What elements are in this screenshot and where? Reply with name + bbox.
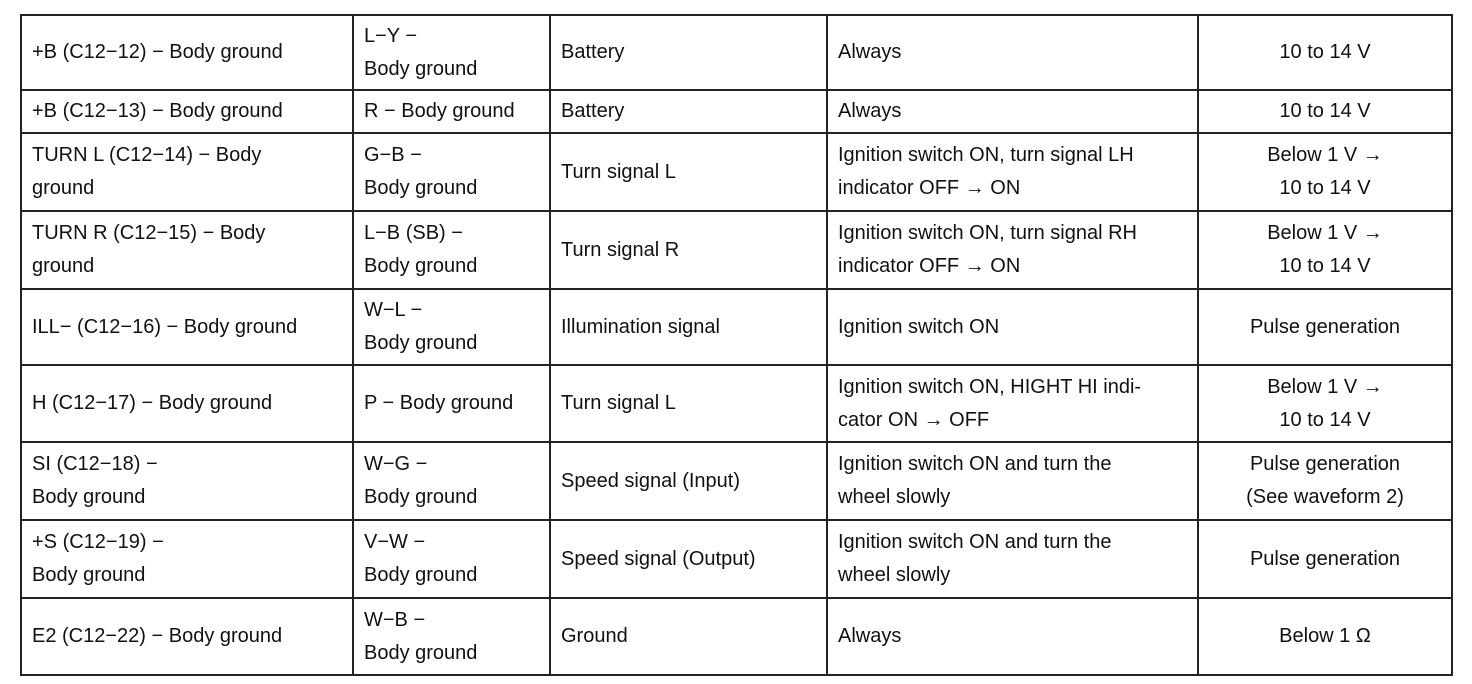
condition-cell: Always: [827, 598, 1198, 675]
specified-condition-cell: Pulse generation (See waveform 2): [1198, 442, 1452, 520]
description-cell: Speed signal (Input): [550, 442, 827, 520]
terminal-cell: +B (C12−13) − Body ground: [21, 90, 353, 133]
table-row: [21, 598, 1452, 675]
specified-condition-cell: Below 1 V → 10 to 14 V: [1198, 133, 1452, 211]
description-cell: Ground: [550, 598, 827, 675]
description-cell: Battery: [550, 90, 827, 133]
condition-cell: Ignition switch ON and turn the wheel slowly: [827, 520, 1198, 598]
wiring-color-cell: V−W − Body ground: [353, 520, 550, 598]
table-row: [21, 133, 1452, 211]
specified-condition-cell: 10 to 14 V: [1198, 15, 1452, 90]
terminal-cell: H (C12−17) − Body ground: [21, 365, 353, 442]
terminal-cell: ILL− (C12−16) − Body ground: [21, 289, 353, 365]
table-row: [21, 289, 1452, 365]
condition-cell: Ignition switch ON and turn the wheel slowly: [827, 442, 1198, 520]
table-row: [21, 442, 1452, 520]
specified-condition-cell: Pulse generation: [1198, 289, 1452, 365]
table-row: [21, 365, 1452, 442]
condition-cell: Ignition switch ON, HIGHT HI indi- cator ON → OFF: [827, 365, 1198, 442]
description-cell: Turn signal R: [550, 211, 827, 289]
description-cell: Turn signal L: [550, 365, 827, 442]
table-row: [21, 15, 1452, 90]
condition-cell: Ignition switch ON, turn signal RH indicator OFF → ON: [827, 211, 1198, 289]
description-cell: Illumination signal: [550, 289, 827, 365]
specified-condition-cell: 10 to 14 V: [1198, 90, 1452, 133]
wiring-color-cell: W−L − Body ground: [353, 289, 550, 365]
specified-condition-cell: Below 1 Ω: [1198, 598, 1452, 675]
condition-cell: Always: [827, 15, 1198, 90]
wiring-color-cell: G−B − Body ground: [353, 133, 550, 211]
wiring-color-cell: L−Y − Body ground: [353, 15, 550, 90]
wiring-color-cell: R − Body ground: [353, 90, 550, 133]
terminal-cell: +B (C12−12) − Body ground: [21, 15, 353, 90]
wiring-color-cell: L−B (SB) − Body ground: [353, 211, 550, 289]
table-row: [21, 90, 1452, 133]
condition-cell: Ignition switch ON, turn signal LH indicator OFF → ON: [827, 133, 1198, 211]
wiring-color-cell: P − Body ground: [353, 365, 550, 442]
description-cell: Turn signal L: [550, 133, 827, 211]
specified-condition-cell: Below 1 V → 10 to 14 V: [1198, 211, 1452, 289]
specified-condition-cell: Below 1 V → 10 to 14 V: [1198, 365, 1452, 442]
wiring-color-cell: W−G − Body ground: [353, 442, 550, 520]
terminal-cell: TURN L (C12−14) − Body ground: [21, 133, 353, 211]
table-row: [21, 211, 1452, 289]
table-row: [21, 520, 1452, 598]
description-cell: Speed signal (Output): [550, 520, 827, 598]
specified-condition-cell: Pulse generation: [1198, 520, 1452, 598]
wiring-color-cell: W−B − Body ground: [353, 598, 550, 675]
terminal-cell: SI (C12−18) − Body ground: [21, 442, 353, 520]
terminal-cell: TURN R (C12−15) − Body ground: [21, 211, 353, 289]
terminal-cell: E2 (C12−22) − Body ground: [21, 598, 353, 675]
condition-cell: Always: [827, 90, 1198, 133]
condition-cell: Ignition switch ON: [827, 289, 1198, 365]
description-cell: Battery: [550, 15, 827, 90]
terminal-spec-table: [20, 14, 1453, 676]
terminal-cell: +S (C12−19) − Body ground: [21, 520, 353, 598]
